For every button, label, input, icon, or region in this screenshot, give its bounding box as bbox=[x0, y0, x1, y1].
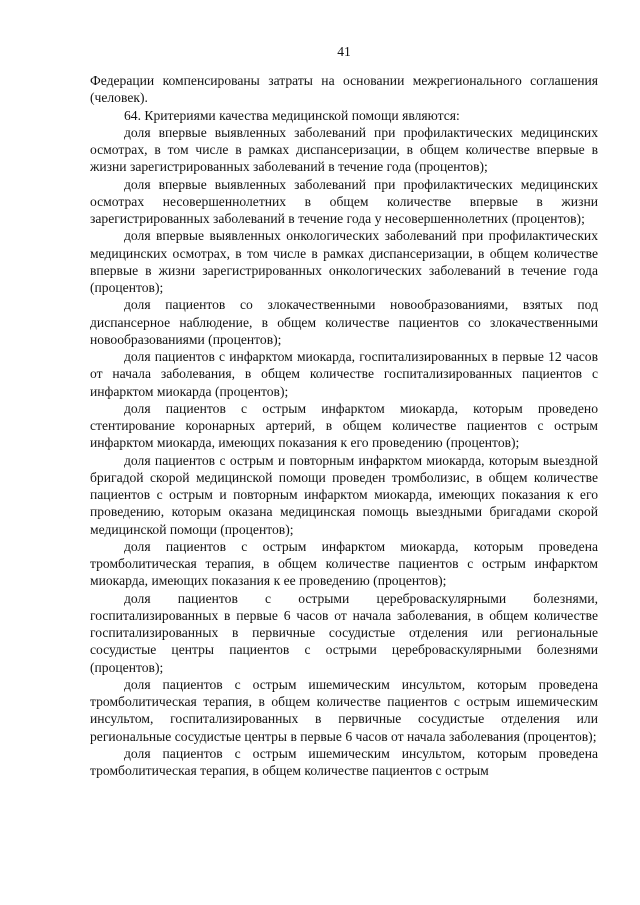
criterion-paragraph: доля пациентов с острым ишемическим инсультом, которым проведена тромболитическая терапия, в общем количестве пациентов с острым ишемическим инсультом, госпитализированных в первичные сосудистые отделения или региональные сосудистые центры в первые 6 часов от начала заболевания (процентов); bbox=[90, 676, 598, 744]
page-number: 41 bbox=[337, 44, 351, 59]
criterion-paragraph: доля пациентов с острым ишемическим инсультом, которым проведена тромболитическая терапия, в общем количестве пациентов с острым bbox=[90, 745, 598, 778]
criterion-paragraph: доля впервые выявленных онкологических заболеваний при профилактических медицинских осмотрах, в том числе в рамках диспансеризации, в общем количестве впервые в жизни зарегистрированных онкологических заболеваний в течение года (процентов); bbox=[90, 228, 598, 295]
paragraph-continuation: Федерации компенсированы затраты на основании межрегионального соглашения (человек). bbox=[90, 73, 598, 106]
criterion-paragraph: доля пациентов со злокачественными новообразованиями, взятых под диспансерное наблюдение, в общем количестве пациентов со злокачественными новообразованиями (процентов); bbox=[90, 297, 598, 347]
criterion-paragraph: доля впервые выявленных заболеваний при профилактических медицинских осмотрах, в том числе в рамках диспансеризации, в общем количестве впервые в жизни зарегистрированных заболеваний в течение года (процентов); bbox=[90, 124, 598, 175]
criterion-paragraph: доля пациентов с инфарктом миокарда, госпитализированных в первые 12 часов от начала заболевания, в общем количестве госпитализированных пациентов с инфарктом миокарда (процентов); bbox=[90, 349, 598, 399]
criterion-paragraph: доля пациентов с острыми цереброваскулярными болезнями, госпитализированных в первые 6 часов от начала заболевания, в общем количестве госпитализированных в первичные сосудистые отделения или региональные сосудистые центры пациентов с острыми цереброваскулярными болезнями (процентов); bbox=[90, 590, 598, 675]
criterion-paragraph: доля пациентов с острым инфарктом миокарда, которым проведено стентирование коронарных артерий, в общем количестве пациентов с острым инфарктом миокарда, имеющих показания к его проведению (процентов); bbox=[90, 400, 598, 451]
criterion-paragraph: доля пациентов с острым инфарктом миокарда, которым проведена тромболитическая терапия, в общем количестве пациентов с острым инфарктом миокарда, имеющих показания к ее проведению (процентов); bbox=[90, 538, 598, 589]
criterion-paragraph: доля пациентов с острым и повторным инфарктом миокарда, которым выездной бригадой скорой медицинской помощи проведен тромболизис, в общем количестве пациентов с острым и повторным инфарктом миокарда, имеющих показания к его проведению, которым оказана медицинская помощь выездными бригадами скорой медицинской помощи (процентов); bbox=[90, 452, 598, 537]
criterion-paragraph: доля впервые выявленных заболеваний при профилактических медицинских осмотрах несовершеннолетних в общем количестве впервые в жизни зарегистрированных заболеваний в течение года у несовершеннолетних (процентов); bbox=[90, 176, 598, 226]
section-heading-64: 64. Критериями качества медицинской помощи являются: bbox=[124, 107, 460, 123]
